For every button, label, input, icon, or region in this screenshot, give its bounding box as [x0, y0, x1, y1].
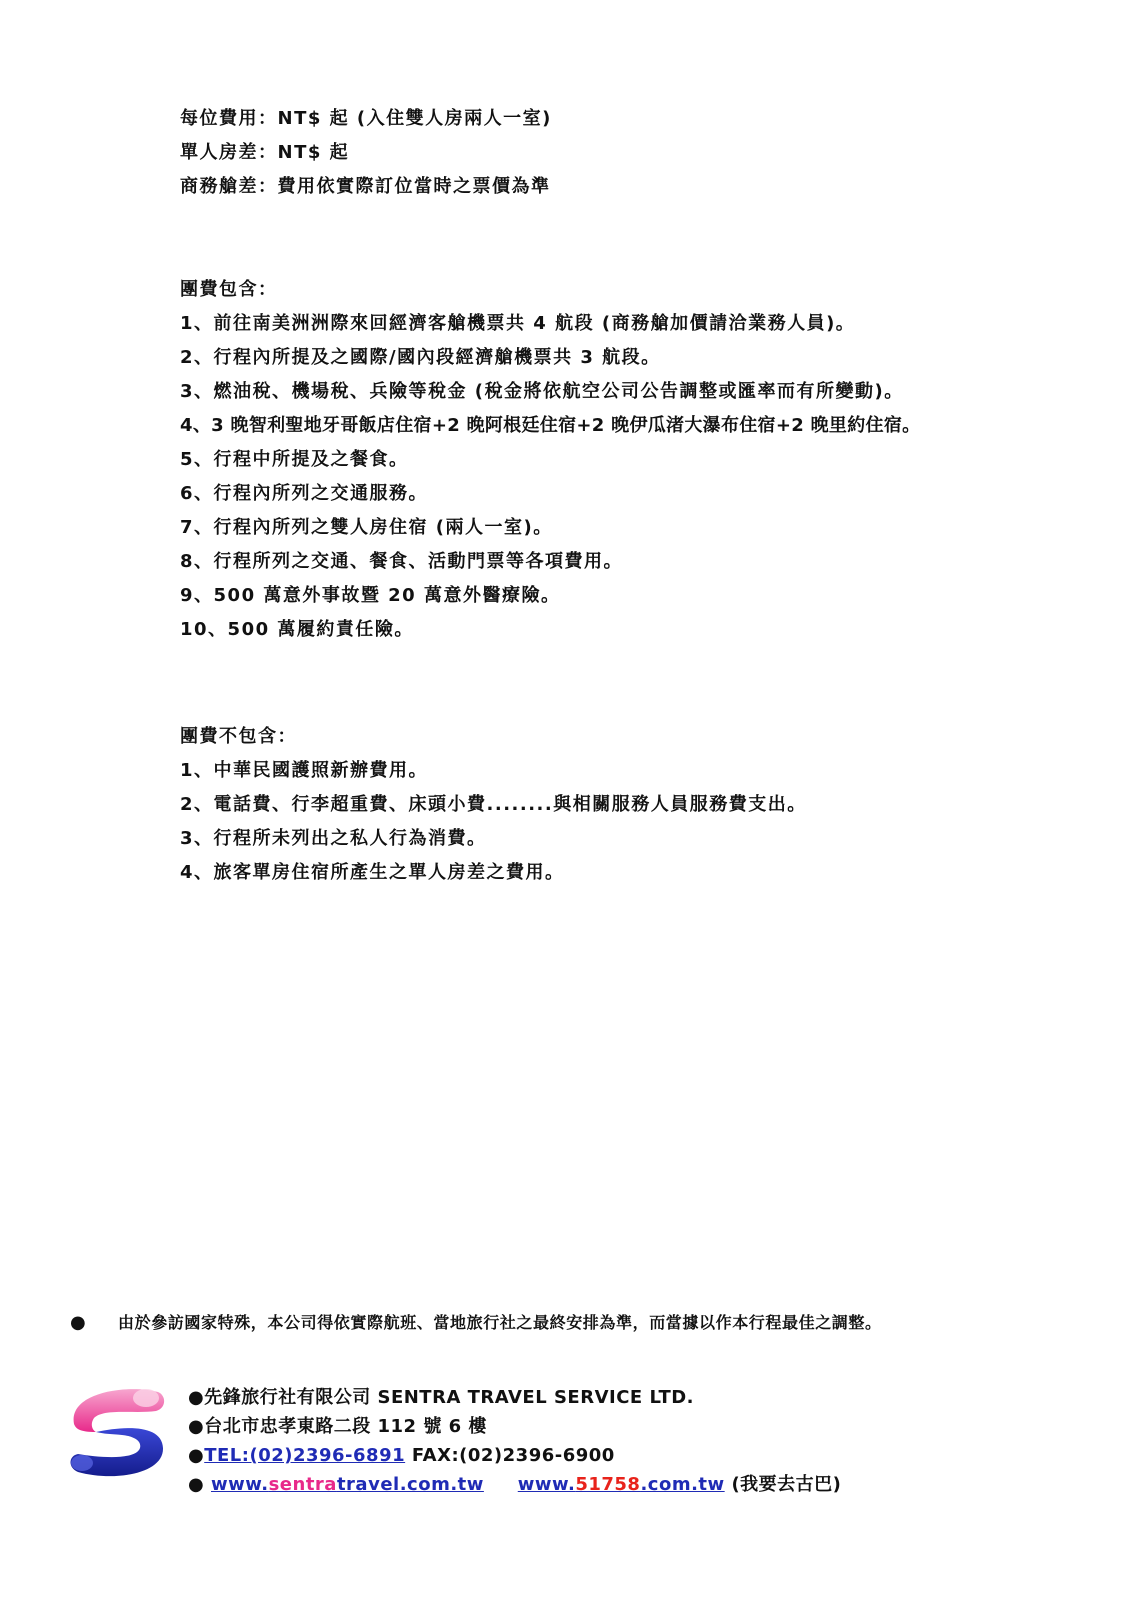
website-suffix: travel.com.tw	[336, 1474, 484, 1495]
list-item: 3、行程所未列出之私人行為消費。	[180, 828, 487, 849]
included-title: 團費包含：	[180, 279, 278, 300]
bullet-icon: ●	[188, 1416, 205, 1437]
company-phone-line	[188, 1441, 841, 1470]
website-note: (我要去古巴)	[731, 1474, 842, 1495]
sentra-s-logo-icon	[66, 1378, 170, 1482]
tel-link[interactable]: TEL:(02)2396-6891	[204, 1445, 406, 1466]
list-item: 7、行程內所列之雙人房住宿 (兩人一室)。	[180, 517, 553, 538]
company-name-line	[188, 1383, 841, 1412]
company-info	[188, 1383, 841, 1499]
company-address: 台北市忠孝東路二段 112 號 6 樓	[204, 1416, 487, 1437]
website-highlight: 51758	[575, 1474, 641, 1495]
included-section	[180, 273, 920, 647]
list-item: 4、3 晚智利聖地牙哥飯店住宿+2 晚阿根廷住宿+2 晚伊瓜渚大瀑布住宿+2 晚里約住宿。	[180, 415, 921, 436]
list-item: 10、500 萬履約責任險。	[180, 619, 414, 640]
list-item: 9、500 萬意外事故暨 20 萬意外醫療險。	[180, 585, 561, 606]
fee-business-class: 商務艙差：費用依實際訂位當時之票價為準	[180, 176, 551, 197]
fax-number: FAX:(02)2396-6900	[411, 1445, 615, 1466]
list-item: 6、行程內所列之交通服務。	[180, 483, 429, 504]
website-prefix: www.	[211, 1474, 269, 1495]
bullet-icon: ●	[70, 1312, 87, 1333]
itinerary-note	[70, 1310, 882, 1333]
list-item: 3、燃油稅、機場稅、兵險等稅金 (稅金將依航空公司公告調整或匯率而有所變動)。	[180, 381, 904, 402]
excluded-title: 團費不包含：	[180, 726, 297, 747]
bullet-icon: ●	[188, 1445, 205, 1466]
website-link-51758[interactable]	[518, 1474, 725, 1495]
fee-single-supplement: 單人房差：NT$ 起	[180, 142, 350, 163]
bullet-icon: ●	[188, 1387, 205, 1408]
company-web-line	[188, 1470, 841, 1499]
bullet-icon: ●	[188, 1474, 205, 1495]
excluded-section	[180, 720, 807, 890]
list-item: 4、旅客單房住宿所產生之單人房差之費用。	[180, 862, 565, 883]
list-item: 8、行程所列之交通、餐食、活動門票等各項費用。	[180, 551, 624, 572]
fee-section	[180, 102, 552, 204]
website-link-sentra[interactable]	[211, 1474, 484, 1495]
fee-per-person: 每位費用：NT$ 起 (入住雙人房兩人一室)	[180, 108, 552, 129]
company-name: 先鋒旅行社有限公司 SENTRA TRAVEL SERVICE LTD.	[204, 1387, 695, 1408]
list-item: 2、行程內所提及之國際/國內段經濟艙機票共 3 航段。	[180, 347, 661, 368]
list-item: 2、電話費、行李超重費、床頭小費........與相關服務人員服務費支出。	[180, 794, 807, 815]
company-address-line	[188, 1412, 841, 1441]
list-item: 5、行程中所提及之餐食。	[180, 449, 409, 470]
list-item: 1、前往南美洲洲際來回經濟客艙機票共 4 航段 (商務艙加價請洽業務人員)。	[180, 313, 856, 334]
list-item: 1、中華民國護照新辦費用。	[180, 760, 429, 781]
website-suffix: .com.tw	[640, 1474, 725, 1495]
website-prefix: www.	[517, 1474, 576, 1495]
website-highlight: sentra	[268, 1474, 337, 1495]
note-text: 由於參訪國家特殊，本公司得依實際航班、當地旅行社之最終安排為準，而當據以作本行程最佳之調整。	[118, 1313, 882, 1332]
